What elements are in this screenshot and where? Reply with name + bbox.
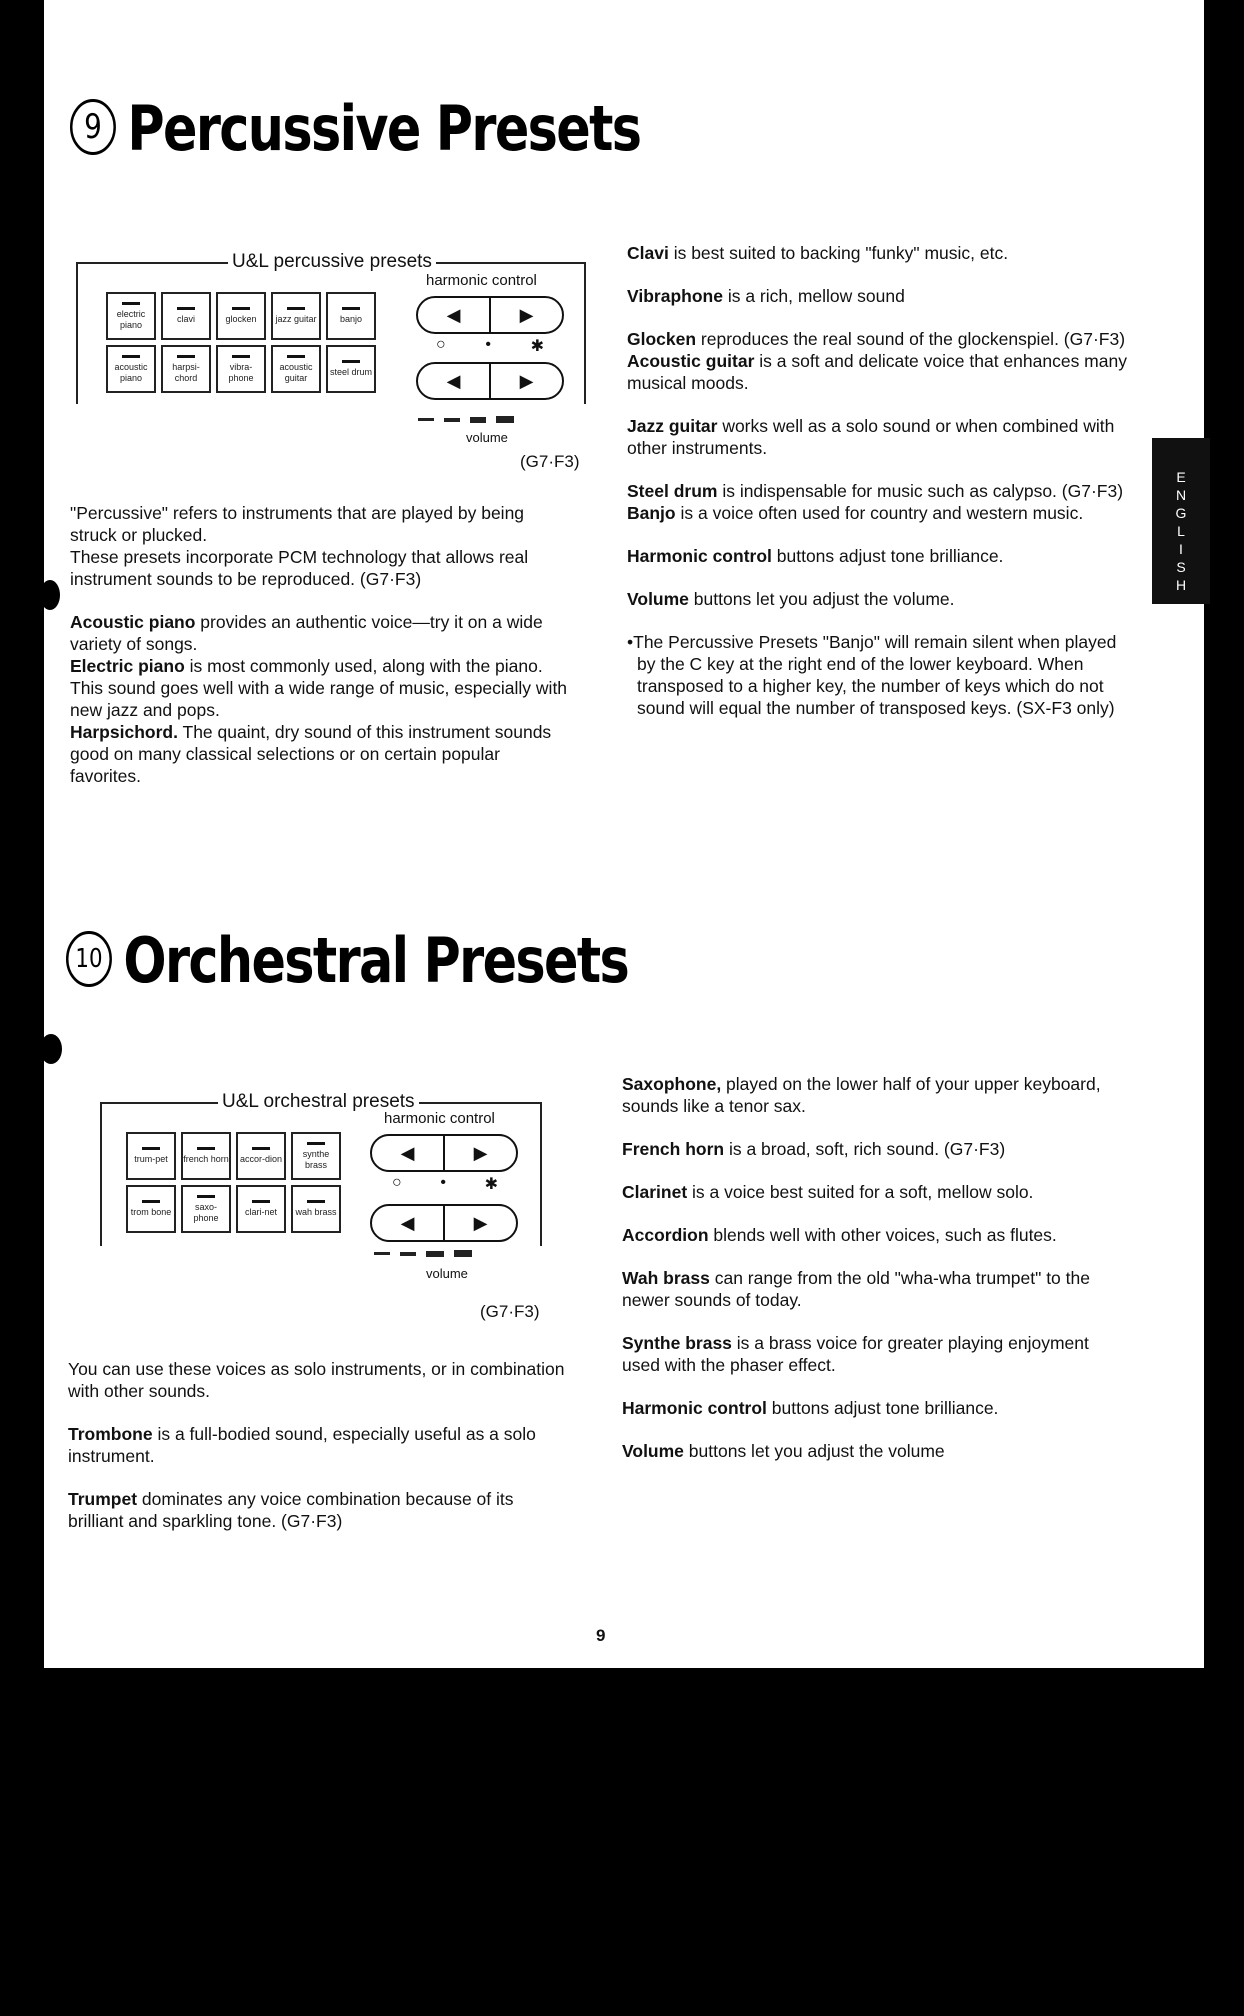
left-arrow-icon[interactable]: ◀ [446,304,461,325]
orchestral-harmonic-label: harmonic control [384,1110,495,1127]
volume-level-indicator [374,1250,472,1257]
right-arrow-icon[interactable]: ▶ [489,364,562,398]
term: Steel drum [627,481,718,501]
harmonic-indicators [436,336,544,356]
volume-label: volume [426,1266,468,1281]
tab-letter: I [1179,541,1183,557]
banjo-note: •The Percussive Presets "Banjo" will remain silent when played by the C key at the right end of the lower keyboard. When transposed to a higher key, the number of keys which do not sound will equal the number of transposed keys. (SX-F3 only) [627,632,1117,718]
paragraph [627,502,1129,524]
tab-letter: S [1176,559,1186,575]
preset-button[interactable]: glocken [216,292,266,340]
preset-button[interactable]: accor-dion [236,1132,286,1180]
paragraph [627,480,1129,502]
paragraph [627,415,1129,459]
left-arrow-icon[interactable]: ◀ [400,1142,415,1163]
paragraph [70,655,574,721]
paragraph [622,1138,1128,1160]
paragraph [627,242,1129,264]
right-arrow-icon[interactable]: ▶ [443,1206,516,1240]
preset-button[interactable]: clavi [161,292,211,340]
left-arrow-icon[interactable]: ◀ [446,370,461,391]
tab-letter: N [1175,487,1187,503]
punch-hole-mark [40,580,60,610]
dot-icon: • [485,336,491,353]
paragraph [622,1397,1128,1419]
preset-button[interactable]: clari-net [236,1185,286,1233]
preset-button[interactable]: french horn [181,1132,231,1180]
description: is a voice often used for country and western music. [675,503,1084,523]
description: The quaint, dry sound of this instrument sounds good on many classical selections or on certain popular favorites. [70,722,552,786]
orchestral-left-column [68,1358,570,1553]
section-number-10: 10 [66,931,112,987]
preset-button[interactable]: synthe brass [291,1132,341,1180]
tab-letter: E [1176,469,1186,485]
percussive-harmonic-label: harmonic control [426,272,537,289]
circle-icon: ○ [392,1174,402,1191]
preset-button[interactable]: banjo [326,292,376,340]
description: played on the lower half of your upper keyboard, sounds like a tenor sax. [622,1074,1101,1116]
term: Clavi [627,243,669,263]
description: buttons adjust tone brilliance. [766,1398,999,1418]
volume-rocker[interactable] [370,1204,518,1242]
term: Harmonic control [627,546,772,566]
percussive-left-column [70,502,574,787]
paragraph [622,1073,1128,1117]
term: Acoustic guitar [627,351,755,371]
preset-button[interactable]: trum-pet [126,1132,176,1180]
percussive-heading [70,92,640,165]
orchestral-panel-label: U&L orchestral presets [218,1091,419,1113]
preset-button[interactable]: saxo-phone [181,1185,231,1233]
paragraph [70,611,574,655]
term: Trombone [68,1424,153,1444]
term: Synthe brass [622,1333,732,1353]
section-number-9: 9 [70,99,116,155]
description: is a voice best suited for a soft, mellow solo. [687,1182,1034,1202]
punch-hole-mark [40,1034,62,1064]
volume-rocker[interactable] [416,362,564,400]
description: can range from the old "wha-wha trumpet" to the newer sounds of today. [622,1268,1090,1310]
term: Saxophone, [622,1074,722,1094]
paragraph [622,1440,1128,1462]
term: Glocken [627,329,697,349]
circle-icon: ○ [436,336,446,353]
preset-button[interactable]: acoustic guitar [271,345,321,393]
dot-icon: • [440,1174,446,1191]
star-icon: ✱ [484,1176,498,1193]
percussive-title: Percussive Presets [127,92,641,165]
preset-button[interactable]: harpsi-chord [161,345,211,393]
language-tab-english [1152,438,1210,604]
term: Accordion [622,1225,709,1245]
description: is indispensable for music such as calypso. (G7·F3) [717,481,1124,501]
description: is most commonly used, along with the piano. This sound goes well with a wide range of music, especially with new jazz and pops. [70,656,568,720]
harmonic-indicators [392,1174,498,1194]
paragraph: These presets incorporate PCM technology that allows real instrument sounds to be reproduced. (G7·F3) [70,547,529,589]
term: Volume [622,1441,684,1461]
model-code: (G7·F3) [520,452,580,471]
volume-level-indicator [418,416,514,423]
orchestral-title: Orchestral Presets [123,924,629,997]
term: French horn [622,1139,725,1159]
description: blends well with other voices, such as flutes. [708,1225,1057,1245]
term: Harpsichord. [70,722,178,742]
percussive-panel-label: U&L percussive presets [228,251,436,273]
paragraph [627,285,1129,307]
left-arrow-icon[interactable]: ◀ [400,1212,415,1233]
description: provides an authentic voice—try it on a wide variety of songs. [70,612,543,654]
term: Wah brass [622,1268,710,1288]
paragraph [622,1181,1128,1203]
paragraph [68,1423,570,1467]
paragraph [627,328,1129,350]
description: is a full-bodied sound, especially useful as a solo instrument. [68,1424,536,1466]
harmonic-control-rocker[interactable] [416,296,564,334]
star-icon: ✱ [530,338,544,355]
right-arrow-icon[interactable]: ▶ [443,1136,516,1170]
preset-button[interactable]: trom bone [126,1185,176,1233]
term: Volume [627,589,689,609]
tab-letter: G [1175,505,1187,521]
preset-button[interactable]: electric piano [106,292,156,340]
volume-label: volume [466,430,508,445]
paragraph [622,1267,1128,1311]
term: Jazz guitar [627,416,718,436]
paragraph [627,350,1129,394]
right-arrow-icon[interactable]: ▶ [489,298,562,332]
description: buttons let you adjust the volume [683,1441,945,1461]
term: Acoustic piano [70,612,196,632]
paragraph [68,1488,570,1532]
preset-button[interactable]: steel drum [326,345,376,393]
paragraph [622,1332,1128,1376]
term: Trumpet [68,1489,138,1509]
percussive-right-column [627,242,1129,740]
term: Electric piano [70,656,185,676]
term: Banjo [627,503,676,523]
orchestral-right-column [622,1073,1128,1483]
preset-button[interactable]: jazz guitar [271,292,321,340]
preset-button[interactable]: wah brass [291,1185,341,1233]
preset-button[interactable]: acoustic piano [106,345,156,393]
paragraph: You can use these voices as solo instruments, or in combination with other sounds. [68,1359,565,1401]
tab-letter: H [1175,577,1187,593]
paragraph [622,1224,1128,1246]
description: is a soft and delicate voice that enhances many musical moods. [627,351,1127,393]
description: dominates any voice combination because of its brilliant and sparkling tone. (G7·F3) [68,1489,514,1531]
term: Clarinet [622,1182,688,1202]
preset-button[interactable]: vibra-phone [216,345,266,393]
paragraph: "Percussive" refers to instruments that are played by being struck or plucked. [70,503,525,545]
term: Harmonic control [622,1398,767,1418]
description: buttons let you adjust the volume. [688,589,955,609]
page-number: 9 [596,1626,606,1645]
orchestral-button-grid [126,1132,341,1233]
description: reproduces the real sound of the glockenspiel. (G7·F3) [696,329,1126,349]
paragraph [627,588,1129,610]
harmonic-control-rocker[interactable] [370,1134,518,1172]
description: is a brass voice for greater playing enjoyment used with the phaser effect. [622,1333,1089,1375]
description: is best suited to backing "funky" music, etc. [668,243,1009,263]
term: Vibraphone [627,286,723,306]
description: is a broad, soft, rich sound. (G7·F3) [724,1139,1006,1159]
paragraph [70,721,574,787]
description: buttons adjust tone brilliance. [771,546,1004,566]
percussive-button-grid [106,292,376,393]
tab-letter: L [1177,523,1185,539]
model-code: (G7·F3) [480,1302,540,1321]
description: works well as a solo sound or when combined with other instruments. [627,416,1115,458]
orchestral-heading [66,924,628,997]
paragraph [627,545,1129,567]
description: is a rich, mellow sound [722,286,905,306]
